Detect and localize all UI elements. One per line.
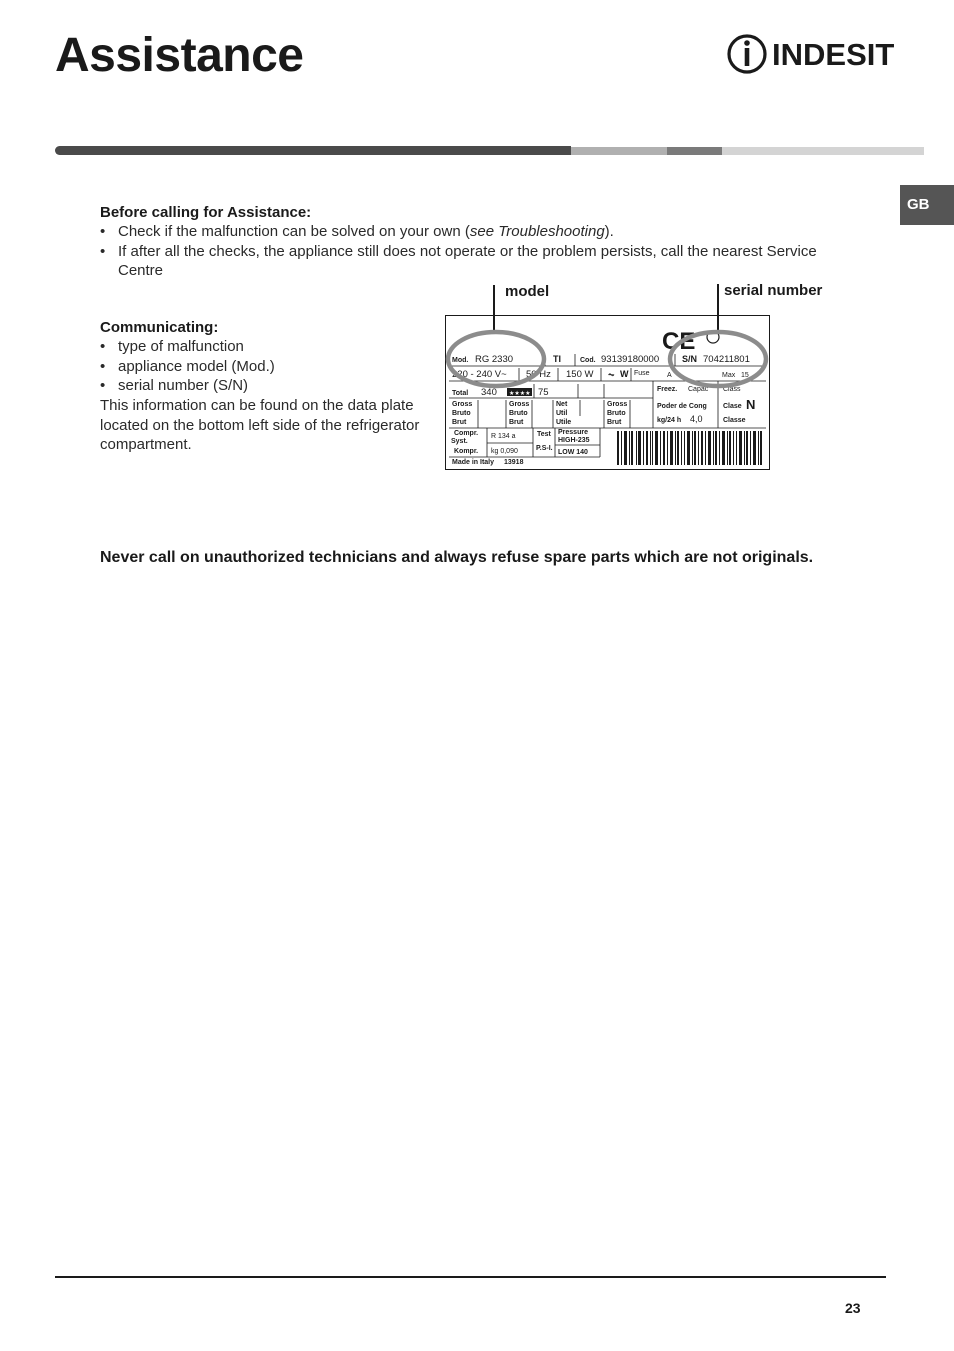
header-bar [55, 146, 571, 155]
svg-text:S/N: S/N [682, 354, 698, 364]
svg-text:220 - 240 V~: 220 - 240 V~ [452, 369, 507, 380]
list-item: • type of malfunction [100, 337, 430, 357]
svg-text:15: 15 [741, 372, 749, 379]
svg-text:Syst.: Syst. [451, 438, 468, 445]
model-value: RG 2330 [475, 354, 514, 365]
logo-wordmark: INDESIT [772, 37, 895, 72]
svg-text:Brut: Brut [607, 419, 622, 426]
svg-text:★★★★: ★★★★ [509, 391, 531, 397]
svg-text:93139180000: 93139180000 [601, 354, 660, 365]
communicating-list [100, 337, 430, 396]
indesit-logo [726, 33, 895, 75]
svg-text:Mod.: Mod. [452, 357, 469, 364]
page-number: 23 [845, 1300, 861, 1316]
list-item: • appliance model (Mod.) [100, 357, 430, 377]
serial-number-label: serial number [724, 282, 823, 299]
svg-text:R 134 a: R 134 a [491, 433, 516, 440]
page-title: Assistance [55, 29, 304, 82]
svg-text:Gross: Gross [509, 401, 530, 408]
svg-text:Made in Italy: Made in Italy [452, 459, 495, 466]
svg-text:Pressure: Pressure [558, 429, 588, 436]
model-label: model [505, 283, 550, 300]
svg-text:Capac: Capac [688, 386, 709, 393]
warning-text: Never call on unauthorized technicians and always refuse spare parts which are not originals. [100, 549, 814, 566]
header-bar-segment [667, 147, 722, 155]
header-bar-segment [722, 147, 924, 155]
troubleshooting-reference: see Troubleshooting [469, 223, 605, 240]
list-item: • serial number (S/N) [100, 376, 430, 396]
svg-text:kg/24 h: kg/24 h [657, 417, 682, 424]
svg-text:Bruto: Bruto [509, 410, 528, 417]
svg-text:Net: Net [556, 401, 568, 408]
svg-text:Fuse: Fuse [634, 370, 650, 377]
svg-text:Kompr.: Kompr. [454, 448, 479, 455]
svg-text:50 Hz: 50 Hz [526, 369, 551, 380]
ce-mark: CE [662, 328, 696, 355]
svg-text:P.S-I.: P.S-I. [536, 445, 553, 452]
svg-text:Classe: Classe [723, 417, 746, 424]
svg-text:150 W: 150 W [566, 369, 594, 380]
data-plate-diagram [440, 280, 780, 475]
svg-text:Test: Test [537, 431, 551, 438]
logo-i-icon [726, 33, 770, 75]
svg-text:Gross: Gross [607, 401, 628, 408]
svg-text:Utile: Utile [556, 419, 572, 426]
communicating-heading: Communicating: [100, 319, 219, 336]
before-calling-heading: Before calling for Assistance: [100, 204, 312, 221]
svg-text:75: 75 [538, 387, 549, 398]
svg-text:Freez.: Freez. [657, 386, 678, 393]
svg-text:Bruto: Bruto [452, 410, 471, 417]
svg-text:Util: Util [556, 410, 568, 417]
svg-text:HIGH-235: HIGH-235 [558, 437, 590, 444]
svg-text:Brut: Brut [509, 419, 524, 426]
svg-text:kg 0,090: kg 0,090 [491, 448, 518, 455]
svg-text:340: 340 [481, 387, 497, 398]
svg-text:Compr.: Compr. [454, 430, 479, 437]
list-item: • If after all the checks, the appliance still does not operate or the problem persists, call the nearest Service Centre [100, 242, 840, 281]
svg-text:LOW 140: LOW 140 [558, 449, 588, 456]
svg-text:⏦: ⏦ [608, 370, 615, 379]
svg-text:Gross: Gross [452, 401, 473, 408]
before-calling-list [100, 222, 840, 281]
serial-value: 704211801 [703, 354, 750, 365]
data-plate-location-text: This information can be found on the data plate located on the bottom left side of the refrigerator compartment. [100, 397, 420, 453]
svg-text:13918: 13918 [504, 459, 524, 466]
svg-text:Class: Class [723, 386, 741, 393]
barcode [617, 431, 762, 465]
svg-text:Bruto: Bruto [607, 410, 626, 417]
svg-text:Brut: Brut [452, 419, 467, 426]
svg-text:N: N [746, 397, 756, 412]
list-item: • Check if the malfunction can be solved on your own (see Troubleshooting). [100, 222, 840, 242]
svg-text:TI: TI [553, 354, 561, 364]
footer-rule [55, 1276, 886, 1278]
svg-text:Poder de Cong: Poder de Cong [657, 403, 707, 410]
svg-text:A: A [667, 372, 672, 379]
svg-text:Clase: Clase [723, 403, 742, 410]
header-bar-segment [571, 147, 667, 155]
svg-text:4,0: 4,0 [690, 414, 703, 424]
svg-text:W: W [620, 369, 629, 379]
language-tab: GB [900, 185, 954, 225]
svg-text:Total: Total [452, 390, 469, 397]
svg-text:Max: Max [722, 372, 736, 379]
svg-text:Cod.: Cod. [580, 357, 596, 364]
